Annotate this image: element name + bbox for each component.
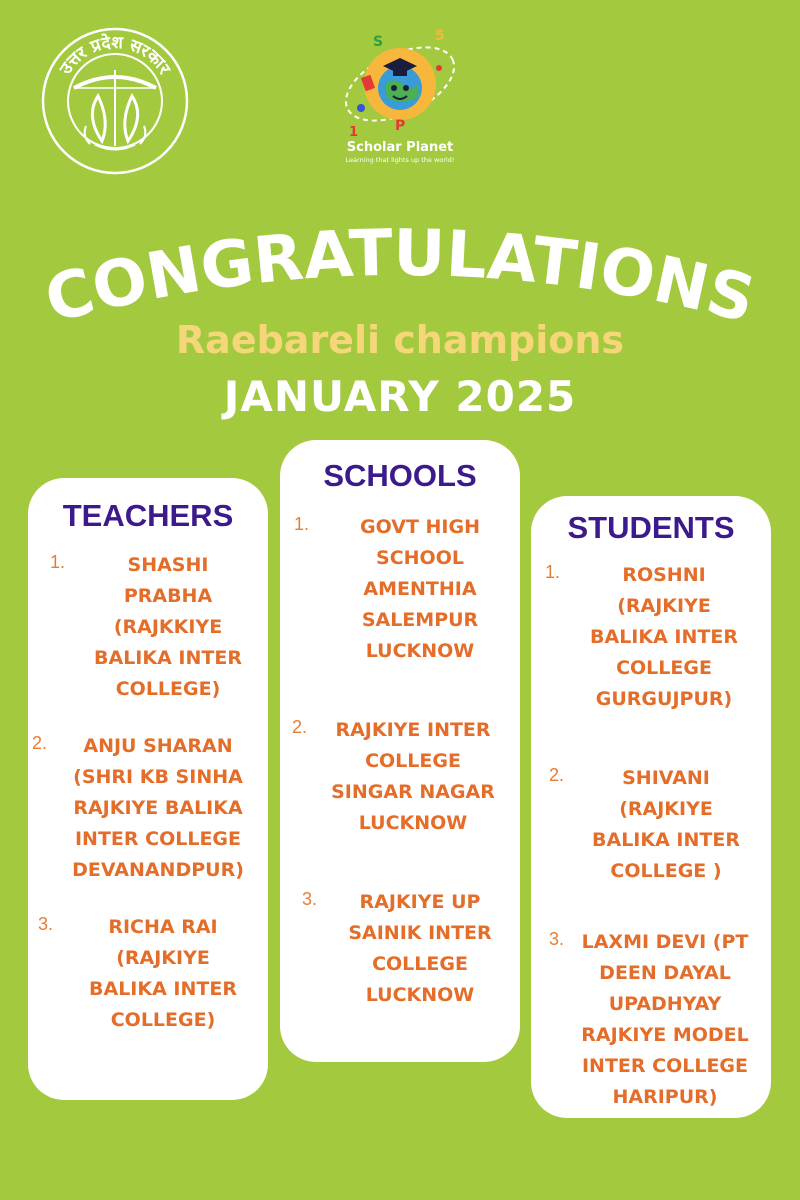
teachers-card [28,478,268,1100]
students-heading: STUDENTS [567,510,735,545]
logo-letter-p: P [395,118,406,134]
title-text: CONGRATULATIONS [37,216,763,338]
teacher-entry: RICHA RAI (RAJKIYE BALIKA INTER COLLEGE) [89,916,237,1031]
list-number: 2. [549,765,565,785]
schools-heading: SCHOOLS [323,458,477,493]
planet-globe-icon [335,26,465,138]
list-item [28,912,268,1036]
student-entry: ROSHNI (RAJKIYE BALIKA INTER COLLEGE GURGUJPUR) [590,564,738,710]
list-item [28,731,268,886]
list-number: 3. [549,929,565,949]
month-heading: JANUARY 2025 [223,372,577,421]
school-entry: RAJKIYE INTER COLLEGE SINGAR NAGAR LUCKNOW [331,719,495,834]
list-item [531,560,771,715]
school-entry: GOVT HIGH SCHOOL AMENTHIA SALEMPUR LUCKNOW [360,516,480,662]
logo-tagline: Learning that lights up the world! [345,156,455,164]
school-entry: RAJKIYE UP SAINIK INTER COLLEGE LUCKNOW [348,891,492,1006]
logo-letter-5: 5 [435,28,445,44]
list-item [280,715,520,839]
list-number: 1. [545,562,561,582]
subtitle: Raebareli champions [175,318,625,362]
teacher-entry: SHASHI PRABHA (RAJKKIYE BALIKA INTER COLLEGE) [94,554,242,700]
schools-card [280,440,520,1062]
teacher-entry: ANJU SHARAN (SHRI KB SINHA RAJKIYE BALIKA INTER COLLEGE DEVANANDPUR) [72,735,244,881]
scholar-planet-logo [332,26,468,176]
list-item [28,550,268,705]
logo-letter-1: 1 [349,125,359,138]
students-card [531,496,771,1118]
teachers-heading: TEACHERS [62,498,234,533]
list-item [280,512,520,667]
list-number: 2. [292,717,308,737]
logo-letter-s: S [373,34,384,50]
list-number: 2. [32,733,48,753]
list-number: 3. [38,914,54,934]
up-government-emblem [40,26,190,176]
list-item [531,927,771,1113]
student-entry: LAXMI DEVI (PT DEEN DAYAL UPADHYAY RAJKIYE MODEL INTER COLLEGE HARIPUR) [581,931,749,1108]
list-number: 1. [50,552,66,572]
list-number: 1. [294,514,310,534]
list-number: 3. [302,889,318,909]
list-item [531,763,771,887]
logo-name: Scholar Planet [346,140,454,155]
emblem-arc-text: उत्तर प्रदेश सरकार [55,32,175,79]
list-item [280,887,520,1011]
student-entry: SHIVANI (RAJKIYE BALIKA INTER COLLEGE ) [592,767,740,882]
